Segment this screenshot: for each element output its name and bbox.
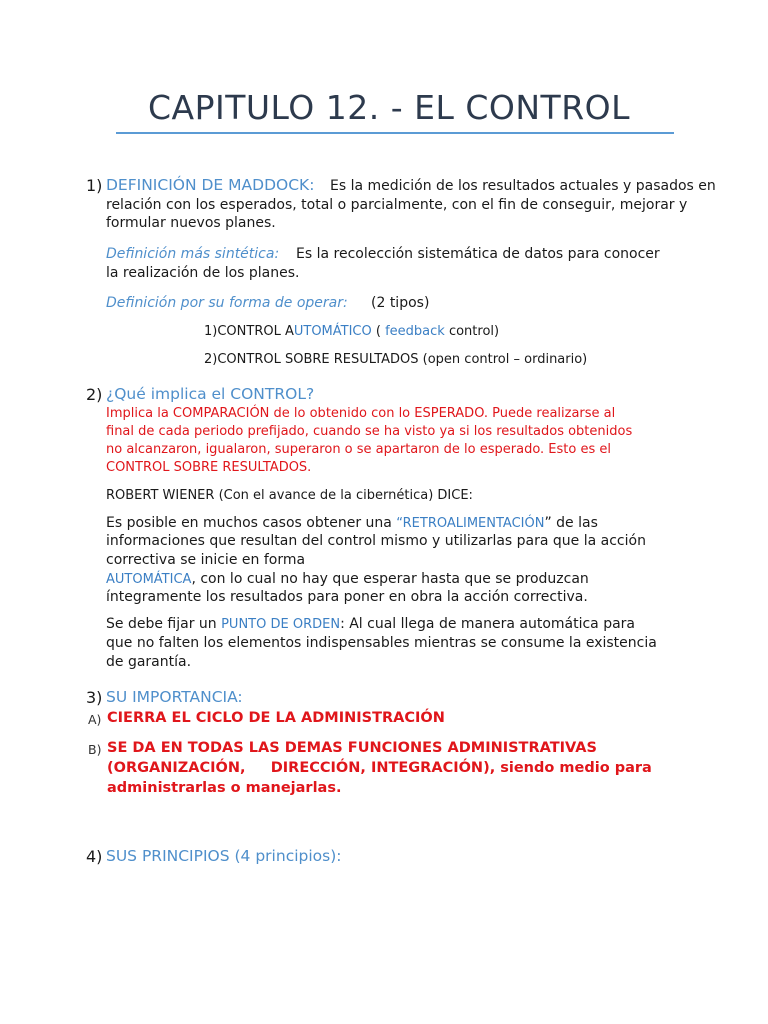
section-1-line-1: Es la medición de los resultados actuales y pasados en	[330, 178, 716, 194]
control-type-1-feedback: feedback	[385, 324, 445, 339]
section-1-line-2: relación con los esperados, total o parcialmente, con el fin de conseguir, mejorar y	[106, 197, 688, 213]
section-2-red-line-4: CONTROL SOBRE RESULTADOS.	[106, 460, 312, 475]
retroalimentacion-term: “RETROALIMENTACIÓN	[396, 516, 545, 531]
title-underline	[116, 132, 674, 134]
order-point-line-2: que no falten los elementos indispensables mientras se consume la existencia	[106, 635, 657, 651]
section-4-heading: SUS PRINCIPIOS (4 principios):	[106, 847, 342, 865]
order-point-line-3: de garantía.	[106, 654, 192, 670]
automatica-term: AUTOMÁTICA	[106, 572, 192, 587]
order-point-line-1-c: : Al cual llega de manera automática para	[340, 616, 636, 632]
control-type-1-suffix: control)	[444, 324, 500, 339]
wiener-line-4-rest: , con lo cual no hay que esperar hasta que se produzcan	[191, 571, 589, 587]
order-point-line-1	[106, 616, 635, 632]
control-type-2: 2)CONTROL SOBRE RESULTADOS (open control – ordinario)	[204, 352, 588, 367]
section-4-number: 4)	[86, 847, 103, 866]
synthetic-definition-label: Definición más sintética:	[106, 246, 280, 262]
section-2-red-line-2: final de cada periodo prefijado, cuando se ha visto ya si los resultados obtenidos	[106, 424, 633, 439]
operational-definition-count: (2 tipos)	[371, 295, 430, 311]
wiener-line-1	[106, 515, 598, 531]
wiener-line-2: informaciones que resultan del control mismo y utilizarlas para que la acción	[106, 533, 646, 549]
wiener-line-5: íntegramente los resultados para poner en obra la acción correctiva.	[106, 589, 588, 605]
section-3-heading: SU IMPORTANCIA:	[106, 688, 243, 706]
synthetic-definition-line-1: Es la recolección sistemática de datos para conocer	[296, 246, 660, 262]
section-2-red-line-1: Implica la COMPARACIÓN de lo obtenido con lo ESPERADO. Puede realizarse al	[106, 406, 616, 421]
item-b-line-3: administrarlas o manejarlas.	[107, 780, 342, 796]
item-a-text: CIERRA EL CICLO DE LA ADMINISTRACIÓN	[107, 710, 445, 726]
section-3-number: 3)	[86, 688, 103, 707]
order-point-line-1-a: Se debe fijar un	[106, 616, 222, 632]
section-2-heading: ¿Qué implica el CONTROL?	[106, 385, 315, 403]
wiener-line-1-c: ” de las	[544, 515, 598, 531]
wiener-heading: ROBERT WIENER (Con el avance de la cibernética) DICE:	[106, 488, 473, 503]
wiener-line-1-a: Es posible en muchos casos obtener una	[106, 515, 397, 531]
wiener-line-4	[106, 571, 589, 587]
section-1-heading: DEFINICIÓN DE MADDOCK:	[106, 176, 315, 194]
item-b-line-2: (ORGANIZACIÓN, DIRECCIÓN, INTEGRACIÓN), siendo medio para	[107, 760, 652, 776]
item-b-line-1: SE DA EN TODAS LAS DEMAS FUNCIONES ADMINISTRATIVAS	[107, 740, 597, 756]
wiener-line-3: correctiva se inicie en forma	[106, 552, 306, 568]
section-2-red-line-3: no alcanzaron, igualaron, superaron o se apartaron de lo esperado. Esto es el	[106, 442, 611, 457]
item-b-label: B)	[88, 742, 102, 757]
section-1-line-3: formular nuevos planes.	[106, 215, 276, 231]
punto-de-orden-term: PUNTO DE ORDEN	[221, 617, 341, 632]
control-type-1-paren: (	[375, 324, 386, 339]
control-type-1-automatic: UTOMÁTICO	[293, 324, 372, 339]
operational-definition-label: Definición por su forma de operar:	[106, 295, 348, 311]
synthetic-definition-line-2: la realización de los planes.	[106, 265, 300, 281]
control-type-1-prefix: 1)CONTROL A	[204, 324, 294, 339]
section-1-number: 1)	[86, 176, 103, 195]
page-title: CAPITULO 12. - EL CONTROL	[148, 88, 630, 127]
item-a-label: A)	[88, 712, 102, 727]
section-2-number: 2)	[86, 385, 103, 404]
control-type-1	[204, 324, 499, 339]
